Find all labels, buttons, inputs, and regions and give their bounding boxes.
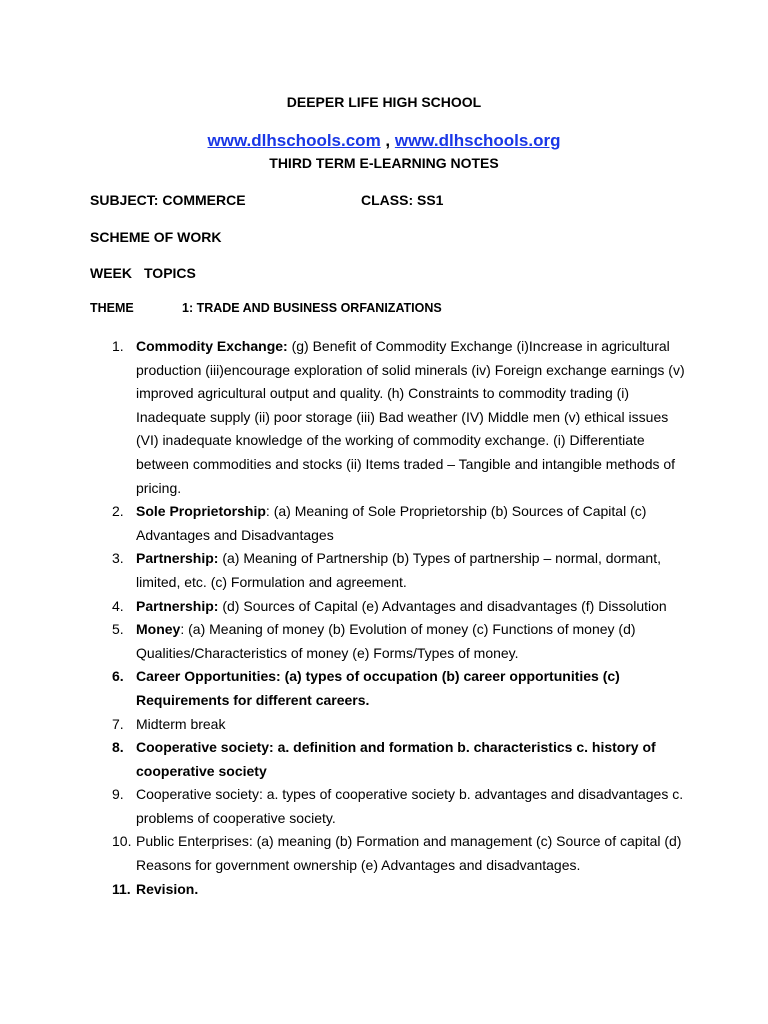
item-text: Cooperative society: a. definition and formation b. characteristics c. history of cooperative society [136, 739, 656, 779]
item-text: (g) Benefit of Commodity Exchange (i)Increase in agricultural production (iii)encourage exploration of solid minerals (iv) Foreign exchange earnings (v) improved agricultural output and quality. (h) Constraints to commodity trading (i) Inadequate supply (ii) poor storage (iii) Bad weather (IV) Middle men (v) ethical issues (VI) inadequate knowledge of the working of commodity exchange. (i) Differentiate between commodities and stocks (ii) Items traded – Tangible and intangible methods of pricing. [136, 338, 685, 496]
list-item [90, 713, 690, 737]
item-number: 9. [112, 786, 124, 803]
topics-list [90, 335, 690, 901]
item-text: : (a) Meaning of money (b) Evolution of money (c) Functions of money (d) Qualities/Characteristics of money (e) Forms/Types of money. [136, 621, 636, 661]
item-number: 3. [112, 550, 124, 567]
item-number: 8. [112, 739, 124, 756]
list-item [90, 618, 690, 665]
week-label: WEEK [90, 265, 132, 281]
item-title: Money [136, 621, 181, 638]
class-label: CLASS: SS1 [361, 192, 444, 208]
list-item [90, 878, 690, 902]
item-text: (d) Sources of Capital (e) Advantages and disadvantages (f) Dissolution [218, 597, 667, 614]
item-text: Career Opportunities: (a) types of occupation (b) career opportunities (c) Requirements for different careers. [136, 668, 620, 708]
scheme-heading: SCHEME OF WORK [90, 229, 222, 245]
item-number: 11. [112, 880, 131, 897]
list-item [90, 783, 690, 830]
item-number: 1. [112, 338, 124, 354]
item-number: 7. [112, 715, 124, 732]
subject-label: SUBJECT: COMMERCE [90, 192, 246, 208]
list-item [90, 736, 690, 783]
topics-label: TOPICS [144, 265, 196, 281]
item-text: Cooperative society: a. types of cooperative society b. advantages and disadvantages c. problems of cooperative society. [136, 786, 684, 826]
list-item [90, 830, 690, 877]
link-separator: , [380, 131, 395, 150]
theme-value: 1: TRADE AND BUSINESS ORFANIZATIONS [182, 301, 442, 315]
item-title: Commodity Exchange: [136, 338, 288, 354]
item-number: 2. [112, 503, 124, 520]
list-item [90, 500, 690, 547]
item-title: Partnership: [136, 597, 219, 614]
list-item [90, 665, 690, 712]
school-name: DEEPER LIFE HIGH SCHOOL [286, 94, 482, 110]
theme-label: THEME [90, 301, 134, 315]
item-title: Partnership: [136, 550, 219, 567]
item-number: 4. [112, 597, 124, 614]
item-text: : (a) Meaning of Sole Proprietorship (b) Sources of Capital (c) Advantages and Disadvantages [136, 503, 647, 543]
week-topics-heading [90, 265, 196, 281]
notes-title: THIRD TERM E-LEARNING NOTES [269, 155, 499, 171]
website-link-com[interactable]: www.dlhschools.com [207, 131, 381, 150]
list-item [90, 595, 690, 619]
website-links [0, 131, 768, 151]
item-text: Public Enterprises: (a) meaning (b) Formation and management (c) Source of capital (d) Reasons for government ownership (e) Advantages and disadvantages. [136, 833, 682, 874]
item-text: Midterm break [136, 715, 226, 732]
item-title: Sole Proprietorship [136, 503, 266, 520]
list-item [90, 335, 690, 500]
item-number: 5. [112, 621, 124, 638]
item-number: 10. [112, 833, 132, 850]
list-item [90, 547, 690, 594]
item-number: 6. [112, 668, 124, 685]
website-link-org[interactable]: www.dlhschools.org [394, 131, 561, 150]
item-text: (a) Meaning of Partnership (b) Types of partnership – normal, dormant, limited, etc. (c) Formulation and agreement. [136, 550, 661, 590]
item-text: Revision. [136, 880, 199, 897]
